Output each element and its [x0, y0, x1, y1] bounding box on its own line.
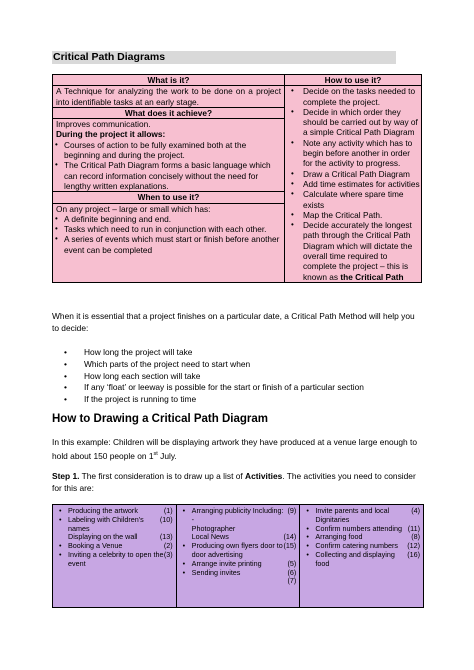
decide-list	[64, 347, 364, 406]
allows-list	[53, 140, 284, 191]
activity-number: (3)	[163, 549, 173, 559]
activity-label: Photographer	[191, 523, 236, 533]
activity-number: (8)	[411, 532, 420, 542]
activity-item	[180, 507, 297, 525]
activity-label: Displaying on the wall	[68, 532, 138, 542]
activities-column	[53, 505, 177, 608]
list-item: • Add time estimates for activities	[285, 179, 421, 189]
page-title: Critical Path Diagrams	[53, 51, 166, 63]
activity-number: (10)	[159, 514, 173, 524]
list-item: • If the project is running to time	[64, 394, 364, 406]
activity-label: • Sending invites	[180, 569, 241, 578]
list-item: • The Critical Path Diagram forms a basic language which can record information concisely without the need for lengthy written explanations.	[53, 160, 284, 191]
activities-table	[52, 504, 424, 608]
activity-item	[180, 569, 297, 578]
list-item: • Decide on the tasks needed to complete the project.	[285, 86, 421, 107]
activity-label: • Arranging publicity Including: -	[180, 507, 288, 525]
activity-item	[180, 542, 297, 560]
activity-label: • Producing the artwork	[56, 507, 138, 516]
list-item: • Tasks which need to run in conjunction with each other.	[53, 224, 284, 234]
activity-number: (5)	[287, 558, 297, 568]
activities-column	[176, 505, 300, 608]
list-item: • Map the Critical Path.	[285, 210, 421, 220]
list-item: • Decide in which order they should be carried out by way of a simple Critical Path Diagram	[285, 107, 421, 138]
list-item: • How long each section will take	[64, 371, 364, 383]
activity-number: (4)	[411, 506, 420, 515]
what-text: A Technique for analyzing the work to be done on a project into identifiable tasks at an early stage.	[56, 86, 281, 107]
critical-path-term: the Critical Path	[340, 271, 404, 282]
activity-number: (7)	[287, 576, 297, 586]
when-text: On any project – large or small which has:	[56, 203, 211, 214]
left-column	[53, 75, 285, 283]
activity-label: • Confirm catering numbers	[303, 542, 398, 551]
activity-label: Local News	[191, 532, 229, 542]
list-item: • A series of events which must start or finish before another event can be completed	[53, 234, 284, 255]
list-item: • Draw a Critical Path Diagram	[285, 169, 421, 179]
activities-column	[300, 505, 424, 608]
activity-number: (2)	[163, 541, 173, 551]
activity-number: (1)	[163, 506, 173, 515]
activity-item	[303, 551, 420, 569]
list-item: • A definite beginning and end.	[53, 214, 284, 224]
activity-number: (9)	[287, 506, 297, 515]
step-label: Step 1.	[52, 471, 80, 481]
list-item: • If any ‘float’ or leeway is possible for the start or finish of a particular section	[64, 382, 364, 394]
example-superscript: st	[153, 450, 158, 457]
activity-item	[180, 577, 297, 586]
activity-label: • Producing own flyers door to door advertising	[180, 542, 284, 560]
activity-label: • Collecting and displaying food	[303, 551, 407, 569]
activity-item	[56, 551, 173, 569]
critical-path-summary-table	[52, 74, 422, 283]
list-item	[285, 220, 421, 282]
achieve-text: Improves communication.	[56, 119, 151, 130]
list-item: • Courses of action to be fully examined both at the beginning and during the project.	[53, 140, 284, 161]
activity-number: (15)	[283, 541, 297, 551]
list-item: • Calculate where spare time exists	[285, 189, 421, 210]
activity-number: (11)	[407, 523, 420, 533]
allows-heading: During the project it allows:	[56, 129, 166, 140]
right-column	[285, 75, 422, 283]
activity-item	[56, 516, 173, 534]
section-title: How to Drawing a Critical Path Diagram	[52, 413, 268, 425]
example-paragraph	[52, 437, 424, 462]
list-item: • How long the project will take	[64, 347, 364, 359]
activity-number: (13)	[159, 532, 173, 542]
activity-number: (12)	[407, 541, 420, 551]
achieve-header: What does it achieve?	[53, 107, 284, 119]
example-end: July.	[157, 450, 177, 461]
when-header: When to use it?	[53, 191, 284, 203]
example-text: In this example: Children will be displaying artwork they have produced at a venue large enough to hold about 150 people on 1	[52, 437, 417, 461]
when-list	[53, 214, 284, 255]
how-header: How to use it?	[285, 75, 421, 86]
step-paragraph	[52, 471, 424, 494]
activity-label: • Labeling with Children’s names	[56, 516, 160, 534]
list-item: • Note any activity which has to begin before another in order for the activity to progress.	[285, 138, 421, 169]
intro-paragraph: When it is essential that a project finishes on a particular date, a Critical Path Method will help you to decide:	[52, 311, 415, 333]
activity-number: (14)	[283, 532, 297, 542]
how-list	[285, 86, 421, 282]
activity-label: • Confirm numbers attending	[303, 525, 402, 534]
activity-label: • Arranging food	[303, 533, 362, 542]
what-header: What is it?	[53, 75, 284, 86]
step-text-a: The first consideration is to draw up a list of	[79, 471, 246, 481]
activity-number: (16)	[407, 549, 420, 559]
activity-label: • Inviting a celebrity to open the event	[56, 551, 164, 569]
step-text-b: . The activities you need to consider for this are:	[52, 471, 416, 493]
activity-number: (6)	[287, 567, 297, 577]
activity-label: • Invite parents and local Dignitaries	[303, 507, 411, 525]
list-item: • Which parts of the project need to start when	[64, 359, 364, 371]
activity-label	[180, 577, 192, 586]
how-last-text: Decide accurately the longest path through the Critical Path Diagram which will dictate the overall time required to complete the project – this is known as	[303, 220, 413, 282]
activity-label: • Booking a Venue	[56, 542, 122, 551]
activity-item	[303, 507, 420, 525]
activity-label: • Arrange invite printing	[180, 560, 262, 569]
activities-term: Activities	[245, 471, 283, 481]
